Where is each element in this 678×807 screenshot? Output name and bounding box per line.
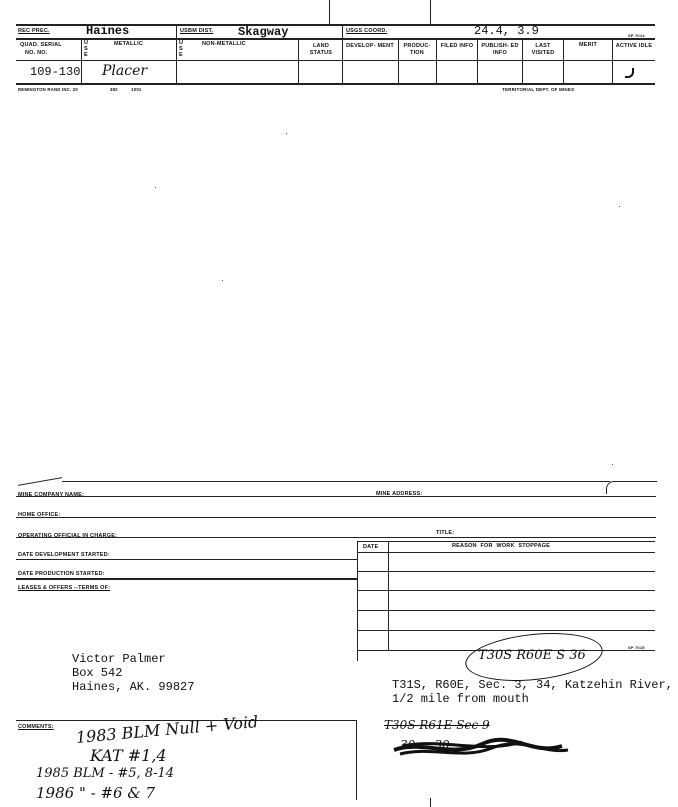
date-prod-label: DATE PRODUCTION STARTED: (18, 571, 105, 577)
comment-hand-1: 1983 BLM Null + Void (75, 712, 259, 747)
scribble-mark (392, 734, 572, 762)
filed-info-label: FILED INFO (440, 43, 474, 49)
circled-location-note: T30S R60E S 36 (478, 648, 586, 663)
crossed-out-note: T30S R61E Sec 9 (384, 718, 490, 732)
scan-speck (612, 464, 613, 465)
col-divider (81, 38, 82, 83)
address-line: Box 542 (72, 666, 123, 680)
punch-line-left (329, 0, 330, 24)
development-label: DEVELOP- MENT (346, 43, 394, 49)
non-metallic-label: NON-METALLIC (202, 41, 246, 47)
home-office-label: HOME OFFICE: (18, 512, 61, 518)
operating-official-label: OPERATING OFFICIAL IN CHARGE: (18, 533, 118, 539)
active-idle-label: ACTIVE IDLE (615, 43, 653, 49)
mine-company-row (16, 496, 656, 497)
printer-credit: REMINGTON RAND INC. 20 (18, 87, 78, 92)
stoppage-row (357, 610, 655, 611)
no-no-label: NO. NO. (25, 50, 48, 56)
scan-speck (155, 187, 156, 188)
metallic-label: METALLIC (114, 41, 143, 47)
stoppage-header-top (357, 541, 655, 542)
title-label: TITLE: (436, 530, 455, 536)
reason-header: REASON FOR WORK STOPPAGE (452, 543, 550, 549)
land-status-label: LAND STATUS (309, 43, 333, 56)
col-divider (298, 38, 299, 83)
stoppage-left-border (357, 541, 358, 661)
stoppage-row (357, 630, 655, 631)
stoppage-row (357, 552, 655, 553)
data-row-border (16, 83, 655, 85)
comment-hand-2: KAT #1,4 (90, 746, 167, 765)
mine-address-label: MINE ADDRESS: (376, 491, 423, 497)
col-divider (563, 38, 564, 83)
location-line-2: 1/2 mile from mouth (392, 692, 529, 706)
home-office-row (16, 517, 656, 518)
quad-serial-value: 109-130 (30, 65, 81, 79)
active-check-mark (625, 68, 634, 78)
use-label-metallic: U S E (84, 40, 89, 58)
col-divider (436, 38, 437, 83)
use-label-nonmetallic: U S E (179, 40, 184, 58)
header-divider (176, 24, 177, 38)
location-line-1: T31S, R60E, Sec. 3, 34, Katzehin River, (392, 678, 673, 692)
owner-address (72, 652, 194, 694)
usgs-coord-value: 24.4, 3.9 (474, 24, 539, 38)
date-prod-row (16, 578, 357, 580)
date-dev-row (16, 559, 357, 560)
punch-line-right (430, 0, 431, 24)
comments-label: COMMENTS: (18, 724, 54, 730)
printer-codes: 382 1001 (110, 87, 142, 92)
header-divider (342, 24, 343, 38)
rec-prec-value: Haines (86, 24, 130, 38)
usgs-coord-label: USGS COORD. (346, 28, 388, 34)
punch-line-bottom (430, 798, 431, 807)
stoppage-date-divider (388, 541, 389, 651)
col-divider (398, 38, 399, 83)
scan-speck (286, 133, 287, 134)
rec-prec-label: REC PREC. (18, 28, 50, 34)
comment-hand-4: 1986 " - #6 & 7 (36, 784, 155, 802)
usbm-dist-label: USBM DIST. (180, 28, 214, 34)
published-info-label: PUBLISH- ED INFO (481, 43, 519, 56)
leases-label: LEASES & OFFERS --TERMS OF: (18, 585, 111, 591)
card-top-edge-right (606, 481, 657, 494)
quad-serial-label: QUAD. SERIAL (20, 42, 62, 48)
comment-hand-3: 1985 BLM - #5, 8-14 (36, 766, 175, 781)
form-number-bottom: SP 7015 (628, 645, 645, 650)
metallic-value: Placer (102, 63, 148, 79)
column-header-border (16, 60, 655, 61)
date-header: DATE (363, 544, 379, 550)
address-line: Victor Palmer (72, 652, 166, 666)
scribbled-out-note (392, 734, 572, 762)
date-dev-label: DATE DEVELOPMENT STARTED: (18, 552, 110, 558)
col-divider (612, 38, 613, 83)
header-row-border (16, 38, 655, 40)
mine-company-label: MINE COMPANY NAME: (18, 492, 85, 498)
usbm-dist-value: Skagway (238, 25, 289, 39)
production-label: PRODUC- TION (403, 43, 431, 56)
col-divider (522, 38, 523, 83)
col-divider (342, 38, 343, 83)
form-number-top: SP 7014 (628, 33, 645, 38)
merit-label: MERIT (578, 42, 598, 48)
comments-right-border (356, 720, 357, 800)
col-divider (176, 38, 177, 83)
last-visited-label: LAST VISITED (531, 43, 555, 56)
scribbled-out-text: 30 ... 30 (400, 738, 450, 752)
stoppage-row (357, 571, 655, 572)
card-top-edge (62, 481, 610, 482)
dept-credit: TERRITORIAL DEPT. OF MINES (502, 87, 575, 92)
scan-speck (222, 280, 223, 281)
stoppage-row (357, 590, 655, 591)
col-divider (477, 38, 478, 83)
scan-speck (619, 206, 620, 207)
address-line: Haines, AK. 99827 (72, 680, 195, 694)
